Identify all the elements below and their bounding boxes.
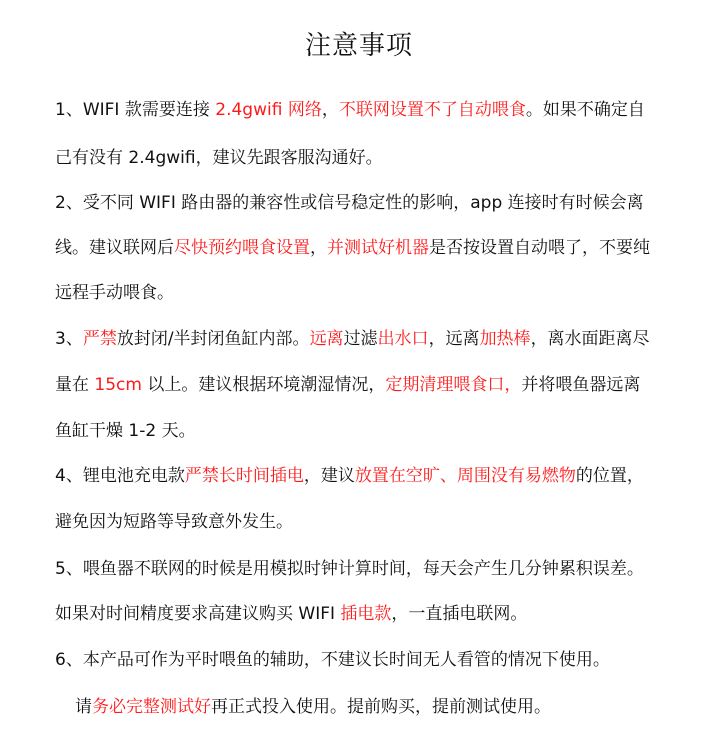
body-text: ，离水面距离尽 [530,329,650,349]
highlight-text: 尽快预约喂食设置 [174,238,310,258]
body-text: 6、本产品可作为平时喂鱼的辅助，不建议长时间无人看管的情况下使用。 [55,650,610,670]
body-text: 过滤 [343,329,378,349]
body-text: 线。建议联网后 [55,238,174,258]
notice-line [55,418,196,444]
notice-line [55,280,174,306]
notice-line [55,647,610,673]
notice-line [75,694,551,720]
body-text: ， [321,100,339,120]
body-text: ， [310,238,327,258]
notice-line [55,235,650,261]
notice-line [55,326,650,352]
body-text: ，建议 [303,466,355,486]
highlight-text: 严禁 [82,329,117,349]
highlight-text: 出水口 [377,329,429,349]
page-title: 注意事项 [304,31,413,61]
body-text: ，远离 [428,329,480,349]
body-text: 请 [75,697,92,717]
body-text: 避免因为短路等导致意外发生。 [55,512,293,532]
body-text: 3、 [55,329,83,349]
body-text: 己有没有 2.4gwifi，建议先跟客服沟通好。 [55,148,383,168]
highlight-text: 并测试好机器 [327,238,429,258]
body-text: 鱼缸干燥 1-2 天。 [55,421,196,441]
body-text: 的位置， [575,466,644,486]
highlight-text: 不联网设置不了自动喂食 [338,100,526,120]
body-text: 并将喂鱼器远离 [521,375,641,395]
body-text: 以上。建议根据环境潮湿情况， [141,375,386,395]
body-text: 远程手动喂食。 [55,283,174,303]
body-text: 再正式投入使用。提前购买，提前测试使用。 [211,697,551,717]
body-text: 4、锂电池充电款 [55,466,185,486]
notice-line [55,509,293,535]
highlight-text: 15cm [94,375,142,395]
body-text: 2、受不同 WIFI 路由器的兼容性或信号稳定性的影响，app 连接时有时候会离 [55,193,644,213]
notice-line [55,145,383,171]
body-text: ，一直插电联网。 [391,604,528,624]
highlight-text: 放置在空旷、周围没有易燃物 [354,466,576,486]
highlight-text: 插电款 [340,604,392,624]
body-text: 。如果不确定自 [525,100,645,120]
body-text: 放封闭/半封闭鱼缸内部。 [116,329,310,349]
highlight-text: 加热棒 [479,329,531,349]
highlight-text: 2.4gwifi 网络 [215,100,322,120]
notice-line [55,463,644,489]
highlight-text: 定期清理喂食口， [385,375,522,395]
body-text: 如果对时间精度要求高建议购买 WIFI [55,604,341,624]
notice-line [55,601,527,627]
highlight-text: 务必完整测试好 [92,697,211,717]
notice-line [55,97,645,123]
highlight-text: 严禁长时间插电 [184,466,304,486]
body-text: 量在 [55,375,95,395]
notice-line [55,556,644,582]
notice-line [55,372,640,398]
body-text: 5、喂鱼器不联网的时候是用模拟时钟计算时间，每天会产生几分钟累积误差。 [55,559,644,579]
body-text: 是否按设置自动喂了，不要纯 [429,238,650,258]
notice-line [55,190,644,216]
body-text: 1、WIFI 款需要连接 [55,100,216,120]
highlight-text: 远离 [309,329,344,349]
